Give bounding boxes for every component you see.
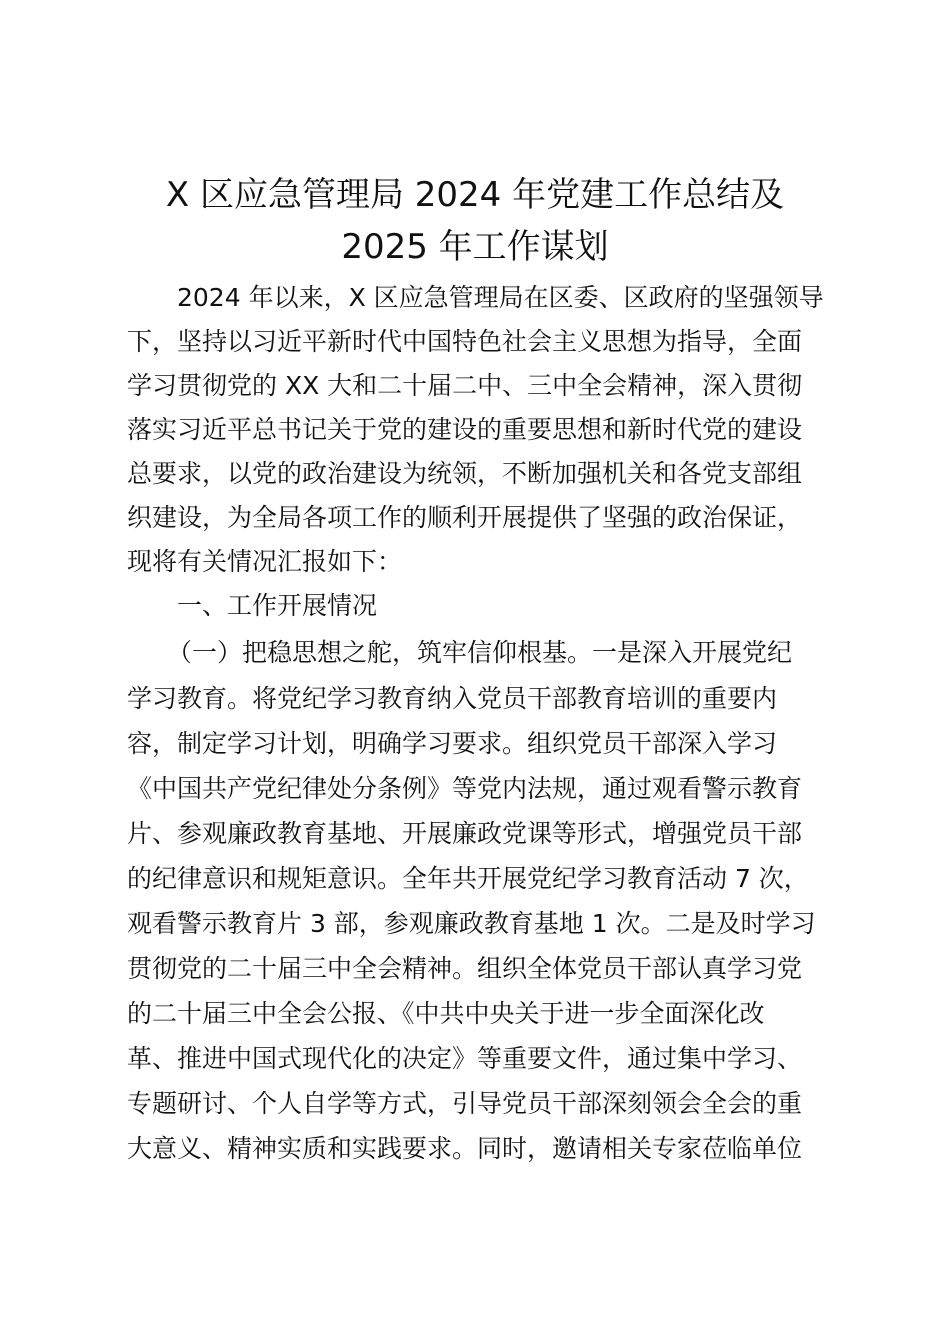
body-line-15: 观看警示教育片 3 部，参观廉政教育基地 1 次。二是及时学习	[127, 909, 816, 938]
document-title-line-2: 2025 年工作谋划	[341, 227, 609, 267]
body-line-7: 现将有关情况汇报如下：	[127, 547, 403, 576]
body-line-4: 落实习近平总书记关于党的建设的重要思想和新时代党的建设	[127, 415, 803, 444]
body-line-14: 的纪律意识和规矩意识。全年共开展党纪学习教育活动 7 次，	[127, 864, 809, 893]
body-line-19: 专题研讨、个人自学等方式，引导党员干部深刻领会全会的重	[127, 1089, 803, 1118]
body-line-20: 大意义、精神实质和实践要求。同时，邀请相关专家莅临单位	[127, 1134, 803, 1163]
body-line-13: 片、参观廉政教育基地、开展廉政党课等形式，增强党员干部	[127, 819, 803, 848]
body-line-10: 学习教育。将党纪学习教育纳入党员干部教育培训的重要内	[127, 684, 778, 713]
body-line-3: 学习贯彻党的 XX 大和二十届二中、三中全会精神，深入贯彻	[127, 371, 803, 400]
document-title-line-1: X 区应急管理局 2024 年党建工作总结及	[165, 175, 785, 215]
body-line-11: 容，制定学习计划，明确学习要求。组织党员干部深入学习	[127, 729, 778, 758]
body-line-9: （一）把稳思想之舵，筑牢信仰根基。一是深入开展党纪	[167, 638, 793, 667]
section-heading: 一、工作开展情况	[177, 591, 378, 620]
body-line-5: 总要求，以党的政治建设为统领，不断加强机关和各党支部组	[127, 459, 803, 488]
body-line-2: 下，坚持以习近平新时代中国特色社会主义思想为指导，全面	[127, 327, 803, 356]
body-line-17: 的二十届三中全会公报、《中共中央关于进一步全面深化改	[127, 999, 765, 1028]
body-line-1: 2024 年以来，X 区应急管理局在区委、区政府的坚强领导	[177, 283, 824, 312]
body-line-12: 《中国共产党纪律处分条例》等党内法规，通过观看警示教育	[127, 774, 803, 803]
body-line-18: 革、推进中国式现代化的决定》等重要文件，通过集中学习、	[127, 1044, 803, 1073]
body-line-16: 贯彻党的二十届三中全会精神。组织全体党员干部认真学习党	[127, 954, 803, 983]
body-line-6: 织建设，为全局各项工作的顺利开展提供了坚强的政治保证，	[127, 503, 803, 532]
